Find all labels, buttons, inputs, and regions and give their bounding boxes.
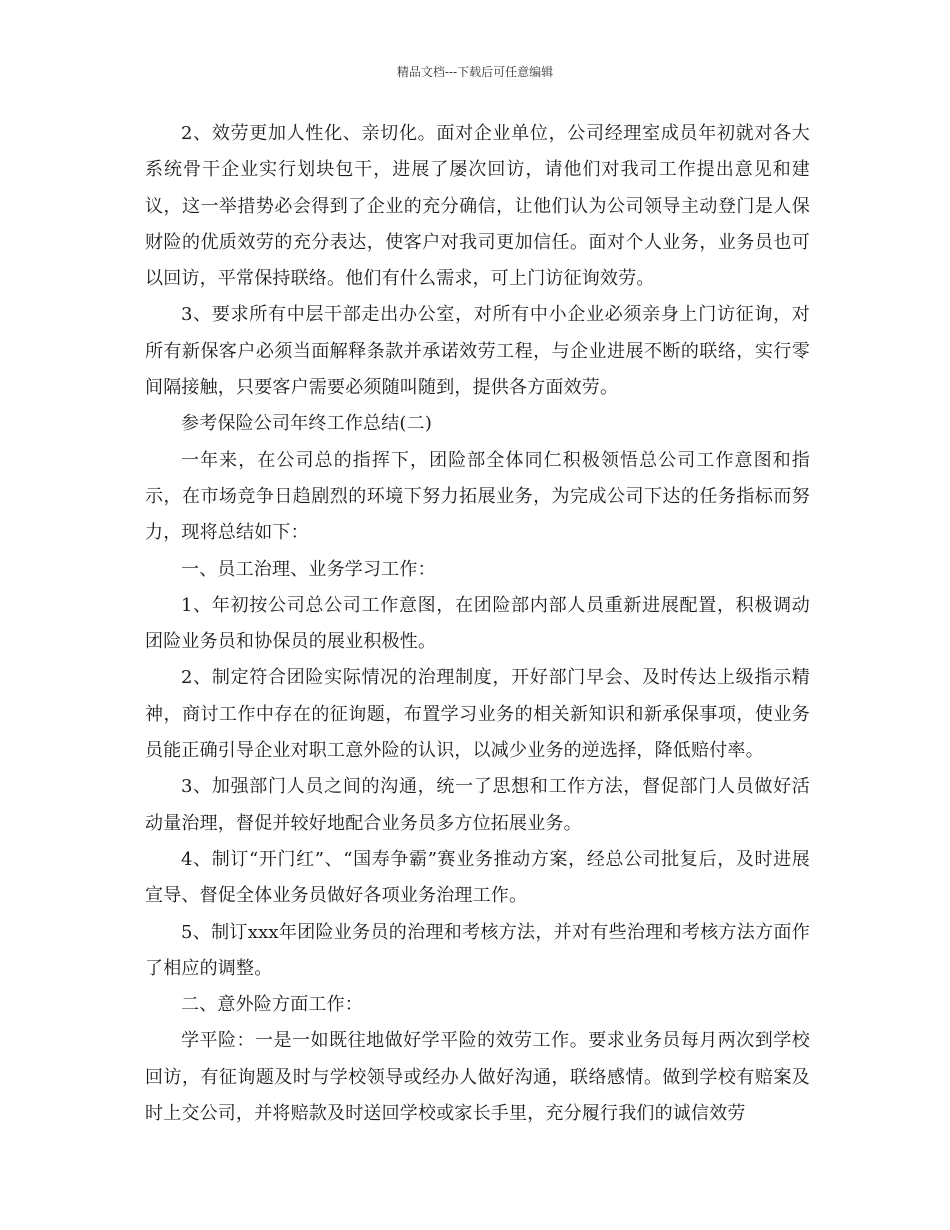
section-title: 参考保险公司年终工作总结(二) xyxy=(181,413,433,435)
paragraph: 5、制订xxx年团险业务员的治理和考核方法，并对有些治理和考核方法方面作了相应的调整。 xyxy=(145,921,810,979)
paragraph: 2、效劳更加人性化、亲切化。面对企业单位，公司经理室成员年初就对各大系统骨干企业实行划块包干，进展了屡次回访，请他们对我司工作提出意见和建议，这一举措势必会得到了企业的充分确信，让他们认为公司领导主动登门是人保财险的优质效劳的充分表达，使客户对我司更加信任。面对个人业务，业务员也可以回访，平常保持联络。他们有什么需求，可上门访征询效劳。 xyxy=(145,123,810,290)
paragraph: 一年来，在公司总的指挥下，团险部全体同仁积极领悟总公司工作意图和指示，在市场竞争日趋剧烈的环境下努力拓展业务，为完成公司下达的任务指标而努力，现将总结如下： xyxy=(145,449,810,544)
page-header: 精品文档---下载后可任意编辑 xyxy=(396,65,554,79)
paragraph: 3、要求所有中层干部走出办公室，对所有中小企业必须亲身上门访征询，对所有新保客户必须当面解释条款并承诺效劳工程，与企业进展不断的联络，实行零间隔接触，只要客户需要必须随叫随到，提供各方面效劳。 xyxy=(145,304,810,399)
paragraph: 4、制订“开门红”、“国寿争霸”赛业务推动方案，经总公司批复后，及时进展宣导、督促全体业务员做好各项业务治理工作。 xyxy=(145,848,810,907)
paragraph: 学平险：一是一如既往地做好学平险的效劳工作。要求业务员每月两次到学校回访，有征询题及时与学校领导或经办人做好沟通，联络感情。做到学校有赔案及时上交公司，并将赔款及时送回学校或家长手里，充分履行我们的诚信效劳 xyxy=(145,1030,810,1125)
paragraph: 2、制定符合团险实际情况的治理制度，开好部门早会、及时传达上级指示精神，商讨工作中存在的征询题，布置学习业务的相关新知识和新承保事项，使业务员能正确引导企业对职工意外险的认识，以减少业务的逆选择，降低赔付率。 xyxy=(145,667,810,762)
section-heading: 一、员工治理、业务学习工作： xyxy=(181,558,436,580)
document-body xyxy=(145,116,810,1132)
paragraph: 1、年初按公司总公司工作意图，在团险部内部人员重新进展配置，积极调动团险业务员和协保员的展业积极性。 xyxy=(145,594,810,653)
paragraph: 3、加强部门人员之间的沟通，统一了思想和工作方法，督促部门人员做好活动量治理，督促并较好地配合业务员多方位拓展业务。 xyxy=(145,776,810,834)
section-heading: 二、意外险方面工作： xyxy=(181,994,363,1016)
